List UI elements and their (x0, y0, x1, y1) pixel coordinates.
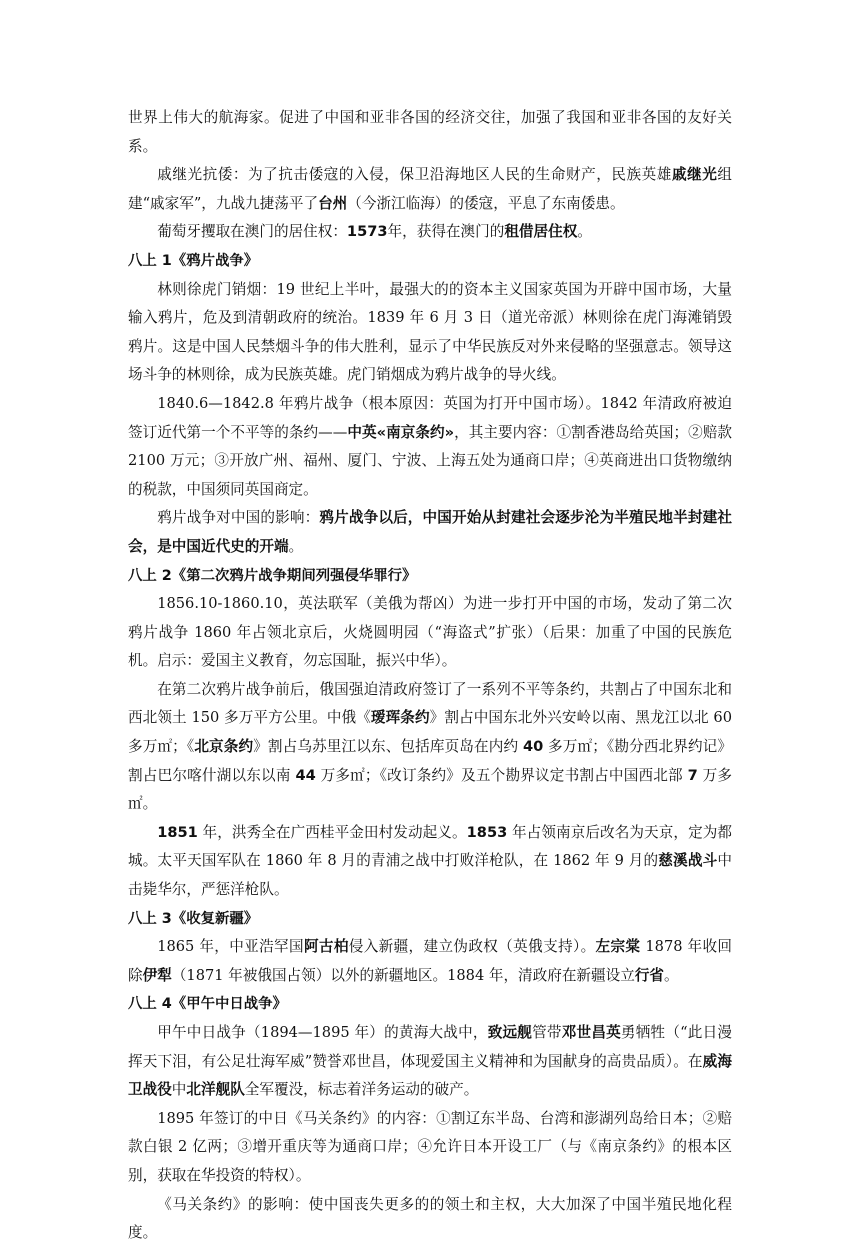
text-run: 鸦片战争对中国的影响： (157, 509, 320, 527)
text-run: 《马关条约》的影响：使中国丧失更多的的领土和主权，大大加深了中国半殖民地化程度。 (128, 1195, 732, 1242)
text-run: 八上 2《第二次鸦片战争期间列强侵华罪行》 (128, 567, 417, 584)
text-run: 1895 年签订的中日《马关条约》的内容：①割辽东半岛、台湾和澎湖列岛给日本；②赔款白银 2 亿两；③增开重庆等为通商口岸；④允许日本开设工厂（与《南京条约》的根本区别，获取在华投资的特权）。 (128, 1109, 732, 1184)
text-run: 组建“戚家军”，九战九捷荡平了 (128, 166, 732, 212)
text-run: 多万㎡；《勘分西北界约记》割占巴尔喀什湖以东以南 (128, 738, 733, 784)
text-run: 在第二次鸦片战争前后，俄国强迫清政府签订了一系列不平等条约，共割占了中国东北和西北领土 150 多万平方公里。中俄《 (128, 680, 732, 727)
paragraph (128, 504, 732, 561)
text-run: 全军覆没，标志着洋务运动的破产。 (244, 1081, 479, 1099)
bold-text: 台州 (318, 194, 348, 212)
text-run: 勇牺牲（“此日漫挥天下泪，有公足壮海军威”赞誉邓世昌，体现爱国主义精神和为国献身的高贵品质）。在 (128, 1024, 732, 1070)
text-run: 。 (288, 537, 304, 555)
bold-text: 北京条约 (194, 738, 254, 756)
text-run: 1878 年收回除 (128, 938, 732, 984)
bold-text: 阿古柏 (303, 938, 349, 956)
text-run: 》割占乌苏里江以东、包括库页岛在内约 (253, 738, 523, 756)
text-run: 万多㎡；《改订条约》及五个勘界议定书割占中国西北部 (315, 766, 688, 784)
bold-text: 1573 (346, 223, 388, 241)
bold-text: 伊犁 (142, 966, 172, 984)
text-run: 戚继光抗倭：为了抗击倭寇的入侵，保卫沿海地区人民的生命财产，民族英雄 (157, 166, 672, 184)
text-run: 管带 (532, 1024, 562, 1041)
bold-text: 致远舰 (487, 1024, 533, 1041)
bold-text: 40 (522, 738, 544, 756)
paragraph (128, 161, 732, 218)
bold-text: 慈溪战斗 (658, 852, 718, 870)
paragraph (128, 590, 732, 676)
text-run: 侵入新疆，建立伪政权（英俄支持）。 (348, 938, 596, 956)
section-heading (128, 247, 732, 276)
text-run: 年占领南京后改名为天京，定为都城。太平天国军队在 1860 年 8 月的青浦之战中打败洋枪队，在 1862 年 9 月的 (128, 823, 733, 870)
text-run: 》割占中国东北外兴安岭以南、黑龙江以北 60 多万㎡；《 (128, 709, 732, 756)
section-heading (128, 990, 732, 1019)
text-run: 甲午中日战争（1894—1895 年）的黄海大战中， (157, 1024, 488, 1041)
text-run: 八上 1《鸦片战争》 (128, 252, 259, 269)
text-run: ，其主要内容：①割香港岛给英国；②赔款 2100 万元；③开放广州、福州、厦门、宁波、上海五处为通商口岸；④英商进出口货物缴纳的税款，中国须同英国商定。 (128, 423, 732, 498)
paragraph (128, 276, 732, 390)
text-run: 八上 4《甲午中日战争》 (128, 996, 287, 1013)
text-run: 林则徐虎门销烟：19 世纪上半叶，最强大的的资本主义国家英国为开辟中国市场，大量输入鸦片，危及到清朝政府的统治。1839 年 6 月 3 日（道光帝派）林则徐在虎门海滩销毁鸦片。这是中国人民禁烟斗争的伟大胜利，显示了中华民族反对外来侵略的坚强意志。领导这场斗争的林则徐，成为民族英雄。虎门销烟成为鸦片战争的导火线。 (128, 280, 732, 384)
paragraph (128, 218, 732, 247)
text-run: 1865 年，中亚浩罕国 (157, 938, 304, 956)
paragraph (128, 1105, 732, 1191)
text-run: 1840.6—1842.8 年鸦片战争（根本原因：英国为打开中国市场）。1842 年清政府被迫签订近代第一个不平等的条约—— (128, 394, 732, 441)
text-run: 中 (171, 1081, 187, 1099)
text-run: 中击毙华尔，严惩洋枪队。 (128, 852, 732, 899)
bold-text: 鸦片战争以后，中国开始从封建社会逐步沦为半殖民地半封建社会，是中国近代史的开端 (128, 509, 732, 555)
paragraph (128, 676, 732, 819)
bold-text: 44 (295, 766, 316, 784)
bold-text: 7 (687, 766, 698, 784)
paragraph (128, 1019, 732, 1105)
paragraph (128, 1191, 732, 1248)
bold-text: 威海卫战役 (128, 1052, 732, 1099)
text-run: 年，获得在澳门的 (387, 223, 505, 241)
bold-text: 1853 (466, 823, 508, 841)
text-run: （今浙江临海）的倭寇，平息了东南倭患。 (347, 194, 625, 212)
bold-text: 中英«南京条约» (347, 423, 455, 441)
bold-text: 1851 (157, 823, 198, 841)
paragraph (128, 104, 732, 161)
bold-text: 行省 (634, 966, 665, 984)
bold-text: 戚继光 (671, 166, 718, 184)
section-heading (128, 905, 732, 934)
text-run: 。 (664, 966, 679, 984)
text-run: 世界上伟大的航海家。促进了中国和亚非各国的经济交往，加强了我国和亚非各国的友好关系。 (128, 109, 732, 155)
text-run: （1871 年被俄国占领）以外的新疆地区。1884 年，清政府在新疆设立 (171, 966, 635, 984)
paragraph (128, 819, 732, 905)
text-run: 年，洪秀全在广西桂平金田村发动起义。 (197, 823, 467, 841)
bold-text: 邓世昌英 (561, 1024, 621, 1041)
text-run: 。 (577, 223, 592, 241)
paragraph (128, 390, 732, 504)
text-run: 1856.10-1860.10，英法联军（美俄为帮凶）为进一步打开中国的市场，发动了第二次鸦片战争 1860 年占领北京后，火烧圆明园（“海盗式”扩张）（后果：加重了中国的民族危机。启示：爱国主义教育，勿忘国耻，振兴中华）。 (128, 595, 732, 670)
bold-text: 左宗棠 (595, 938, 641, 956)
paragraph (128, 933, 732, 990)
text-run: 八上 3《收复新疆》 (128, 910, 259, 927)
text-run: 葡萄牙攫取在澳门的居住权： (157, 223, 347, 241)
bold-text: 瑷珲条约 (370, 709, 430, 727)
text-run: 万多㎡。 (128, 766, 733, 813)
section-heading (128, 562, 732, 591)
bold-text: 租借居住权 (504, 223, 578, 241)
bold-text: 北洋舰队 (186, 1081, 245, 1099)
